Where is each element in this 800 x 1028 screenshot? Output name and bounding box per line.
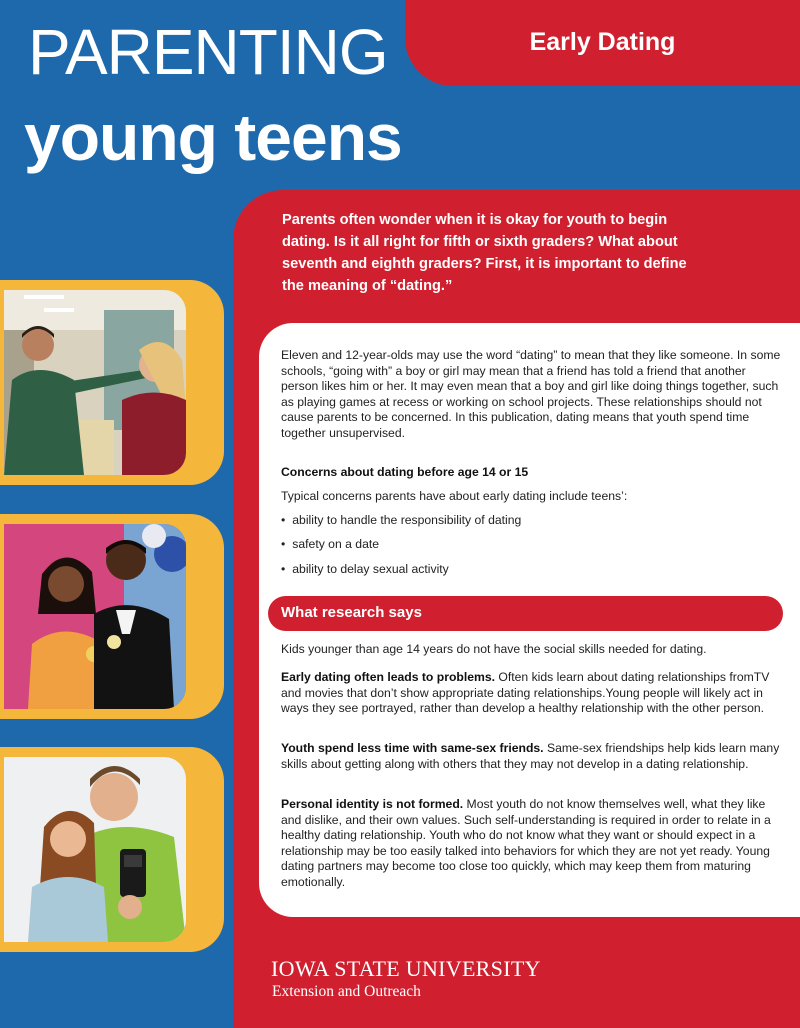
research-point-text: Often kids learn about dating relationships fromTV and movies that don’t show appropriate dating relationships.Young people will likely act in ways they see portrayed, rather than develop a healthy relationship with the other person. [281, 670, 770, 716]
research-heading-bar [268, 596, 783, 631]
photo-frame-1 [0, 280, 224, 485]
concerns-intro: Typical concerns parents have about early dating include teens’: [281, 489, 628, 503]
hallway-teens-photo [4, 290, 186, 475]
concern-item: • ability to handle the responsibility of dating [281, 513, 521, 527]
couple-phone-photo [4, 757, 186, 942]
paragraph-dating-meaning: Eleven and 12-year-olds may use the word “dating” to mean that they like someone. In some schools, “going with” a boy or girl may mean that a friend has told a friend that another person likes him or her. It may even mean that a boy and girl like doing things together, such as playing games at recess or working on school projects. These relationships should not cause parents to be concerned. In this publication, dating means that youth spend time together unsupervised. [281, 348, 781, 440]
research-point-lead: Youth spend less time with same-sex friends. [281, 741, 544, 755]
research-point-text: Same-sex friendships help kids learn many skills about getting along with others that they may not develop in a dating relationship. [281, 741, 780, 771]
research-point-same-sex-friends [281, 741, 781, 772]
concerns-heading-text: Concerns about dating before age 14 or 15 [281, 465, 529, 479]
concern-item: • ability to delay sexual activity [281, 562, 449, 576]
title-parenting: PARENTING [28, 16, 388, 88]
university-logo: IOWA STATE UNIVERSITY [271, 956, 541, 981]
prom-couple-photo [4, 524, 186, 709]
research-point-lead: Personal identity is not formed. [281, 797, 464, 811]
topic-tab [405, 0, 800, 86]
concerns-heading [281, 465, 781, 481]
title-young-teens: young teens [24, 100, 402, 174]
research-point-early-dating [281, 670, 781, 717]
photo-frame-3 [0, 747, 224, 952]
research-point-text: Most youth do not know themselves well, what they like and dislike, and their own values. Such self-understanding is required in order to relate in a healthy dating relationship. Youth who do not know what they want or should expect in a relationship may be too easily talked into behaviors for which they are not yet ready. Young dating partners may become too close too quickly, which may keep them from maturing emotionally. [281, 797, 771, 889]
photo-frame-2 [0, 514, 224, 719]
research-point-lead: Early dating often leads to problems. [281, 670, 495, 684]
research-intro: Kids younger than age 14 years do not have the social skills needed for dating. [281, 642, 707, 656]
extension-label: Extension and Outreach [272, 983, 421, 1000]
research-heading: What research says [281, 604, 422, 621]
intro-text: Parents often wonder when it is okay for youth to begin dating. Is it all right for fifth or sixth graders? What about seventh and eighth graders? First, it is important to define the meaning of “dating.” [282, 212, 687, 294]
topic-label: Early Dating [529, 28, 676, 56]
concern-item: • safety on a date [281, 537, 379, 551]
research-point-identity [281, 797, 781, 891]
